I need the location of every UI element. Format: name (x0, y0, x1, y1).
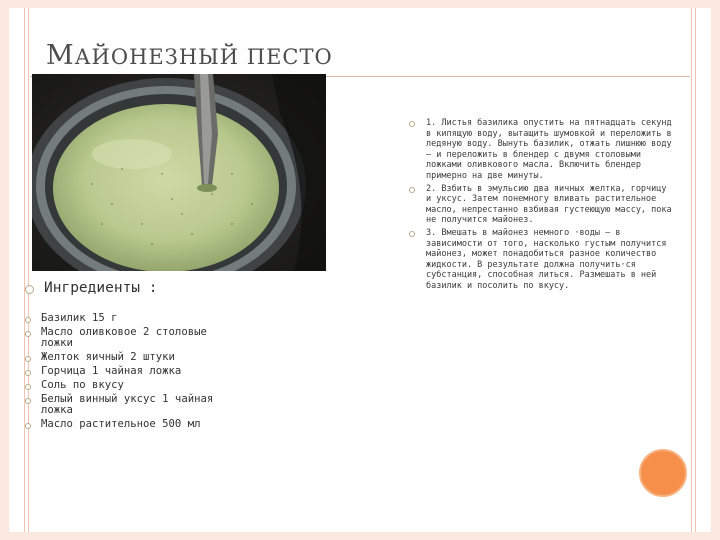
step-text: 2. Взбить в эмульсию два яичных желтка, горчицу и уксус. Затем понемногу вливать растительное масло, непрестанно взбивая густеющую массу, пока не получится майонез. (426, 183, 672, 226)
step-text: 1. Листья базилика опустить на пятнадцать секунд в кипящую воду, вытащить шумовкой и переложить в ледяную воду. Вынуть базилик, отжать лишнюю воду — и переложить в блендер с двумя столовыми ложками оливкового масла. Включить блендер примерно на две минуты. (426, 118, 672, 181)
ingredient-text: Соль по вкусу (41, 379, 124, 391)
bullet-icon (25, 285, 34, 294)
ingredients-heading-row (25, 280, 158, 296)
ingredient-text: Белый винный уксус 1 чайная ложка (41, 393, 214, 416)
bullet-icon (409, 121, 415, 127)
bullet-icon (25, 423, 31, 429)
steps-list (409, 118, 683, 294)
slide-title-rest: АЙОНЕЗНЫЙ ПЕСТО (74, 45, 333, 69)
list-item (25, 394, 255, 416)
list-item (25, 380, 255, 391)
ingredient-text: Желток яичный 2 штуки (41, 351, 175, 363)
bullet-icon (409, 187, 415, 193)
bullet-icon (25, 331, 31, 337)
decorative-orange-circle (639, 449, 687, 497)
ingredient-text: Масло оливковое 2 столовые ложки (41, 326, 207, 349)
bullet-icon (25, 370, 31, 376)
list-item (409, 118, 683, 182)
ingredients-heading: Ингредиенты : (44, 280, 158, 296)
ingredients-list (25, 313, 255, 433)
list-item (25, 419, 255, 430)
frame-bottom (0, 532, 720, 540)
list-item (25, 352, 255, 363)
frame-line (28, 8, 29, 532)
slide-title-initial: М (46, 40, 75, 71)
ingredient-text: Базилик 15 г (41, 312, 118, 324)
bullet-icon (25, 398, 31, 404)
list-item (25, 366, 255, 377)
slide-title (46, 40, 333, 71)
frame-left (0, 0, 9, 540)
list-item (25, 327, 255, 349)
frame-top (0, 0, 720, 8)
bullet-icon (409, 231, 415, 237)
step-text: 3. Вмешать в майонез немного ·воды — в зависимости от того, насколько густым получится майонез, может понадобиться разное количество жидкости. В результате должна получить·ся субстанция, способная литься. Размешать в ней базилик и посолить по вкусу. (426, 227, 667, 291)
list-item (25, 313, 255, 324)
bullet-icon (25, 384, 31, 390)
list-item (409, 184, 683, 226)
bullet-icon (25, 356, 31, 362)
bullet-icon (25, 317, 31, 323)
ingredient-text: Горчица 1 чайная ложка (41, 365, 182, 377)
frame-line (24, 8, 25, 532)
pesto-bowl-photo (32, 74, 326, 271)
frame-line (695, 8, 696, 532)
ingredient-text: Масло растительное 500 мл (41, 418, 201, 430)
frame-right (711, 0, 720, 540)
list-item (409, 228, 683, 292)
frame-line (691, 8, 692, 532)
